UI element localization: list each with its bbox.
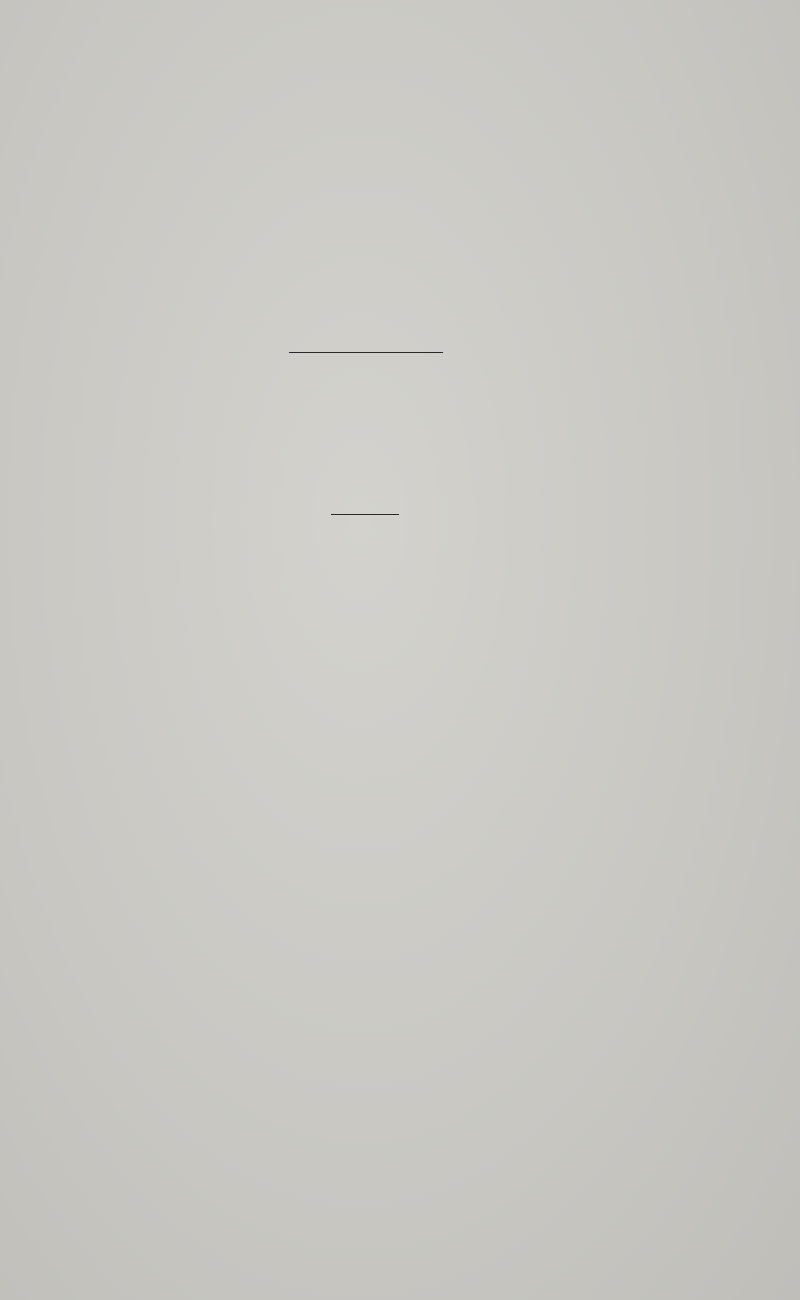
title-underline-rule <box>331 514 399 515</box>
running-header <box>0 72 800 102</box>
section-divider-rule <box>289 352 443 353</box>
